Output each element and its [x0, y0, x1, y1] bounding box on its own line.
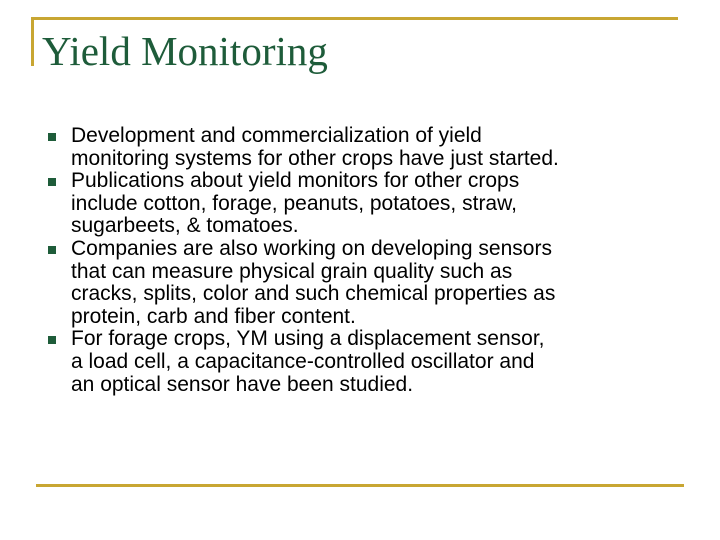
bottom-frame-line — [36, 484, 684, 487]
bullet-text-line: Publications about yield monitors for other crops — [71, 169, 520, 193]
square-bullet-icon — [48, 246, 56, 254]
bullet-text-line: that can measure physical grain quality such as — [71, 259, 513, 283]
bullet-text-line: cracks, splits, color and such chemical properties as — [71, 282, 556, 306]
square-bullet-icon — [48, 178, 56, 186]
bullet-list — [48, 125, 688, 396]
square-bullet-icon — [48, 336, 56, 344]
bullet-text-line: an optical sensor have been studied. — [71, 372, 414, 396]
bullet-text-line: For forage crops, YM using a displacement sensor, — [71, 327, 545, 351]
left-frame-line — [31, 17, 34, 66]
square-bullet-icon — [48, 133, 56, 141]
bullet-item — [48, 238, 688, 328]
slide-title: Yield Monitoring — [42, 28, 328, 74]
bullet-text-line: Development and commercialization of yield — [71, 124, 482, 147]
bullet-item — [48, 125, 688, 170]
top-frame-line — [31, 17, 678, 20]
bullet-text-line: Companies are also working on developing sensors — [71, 236, 552, 260]
bullet-text-line: monitoring systems for other crops have just started. — [71, 146, 559, 170]
bullet-text-line: include cotton, forage, peanuts, potatoes, straw, — [71, 191, 517, 215]
bullet-item — [48, 328, 688, 396]
bullet-text-line: a load cell, a capacitance-controlled oscillator and — [71, 349, 535, 373]
bullet-text-line: protein, carb and fiber content. — [71, 304, 356, 328]
bullet-item — [48, 170, 688, 238]
bullet-text-line: sugarbeets, & tomatoes. — [71, 214, 299, 238]
